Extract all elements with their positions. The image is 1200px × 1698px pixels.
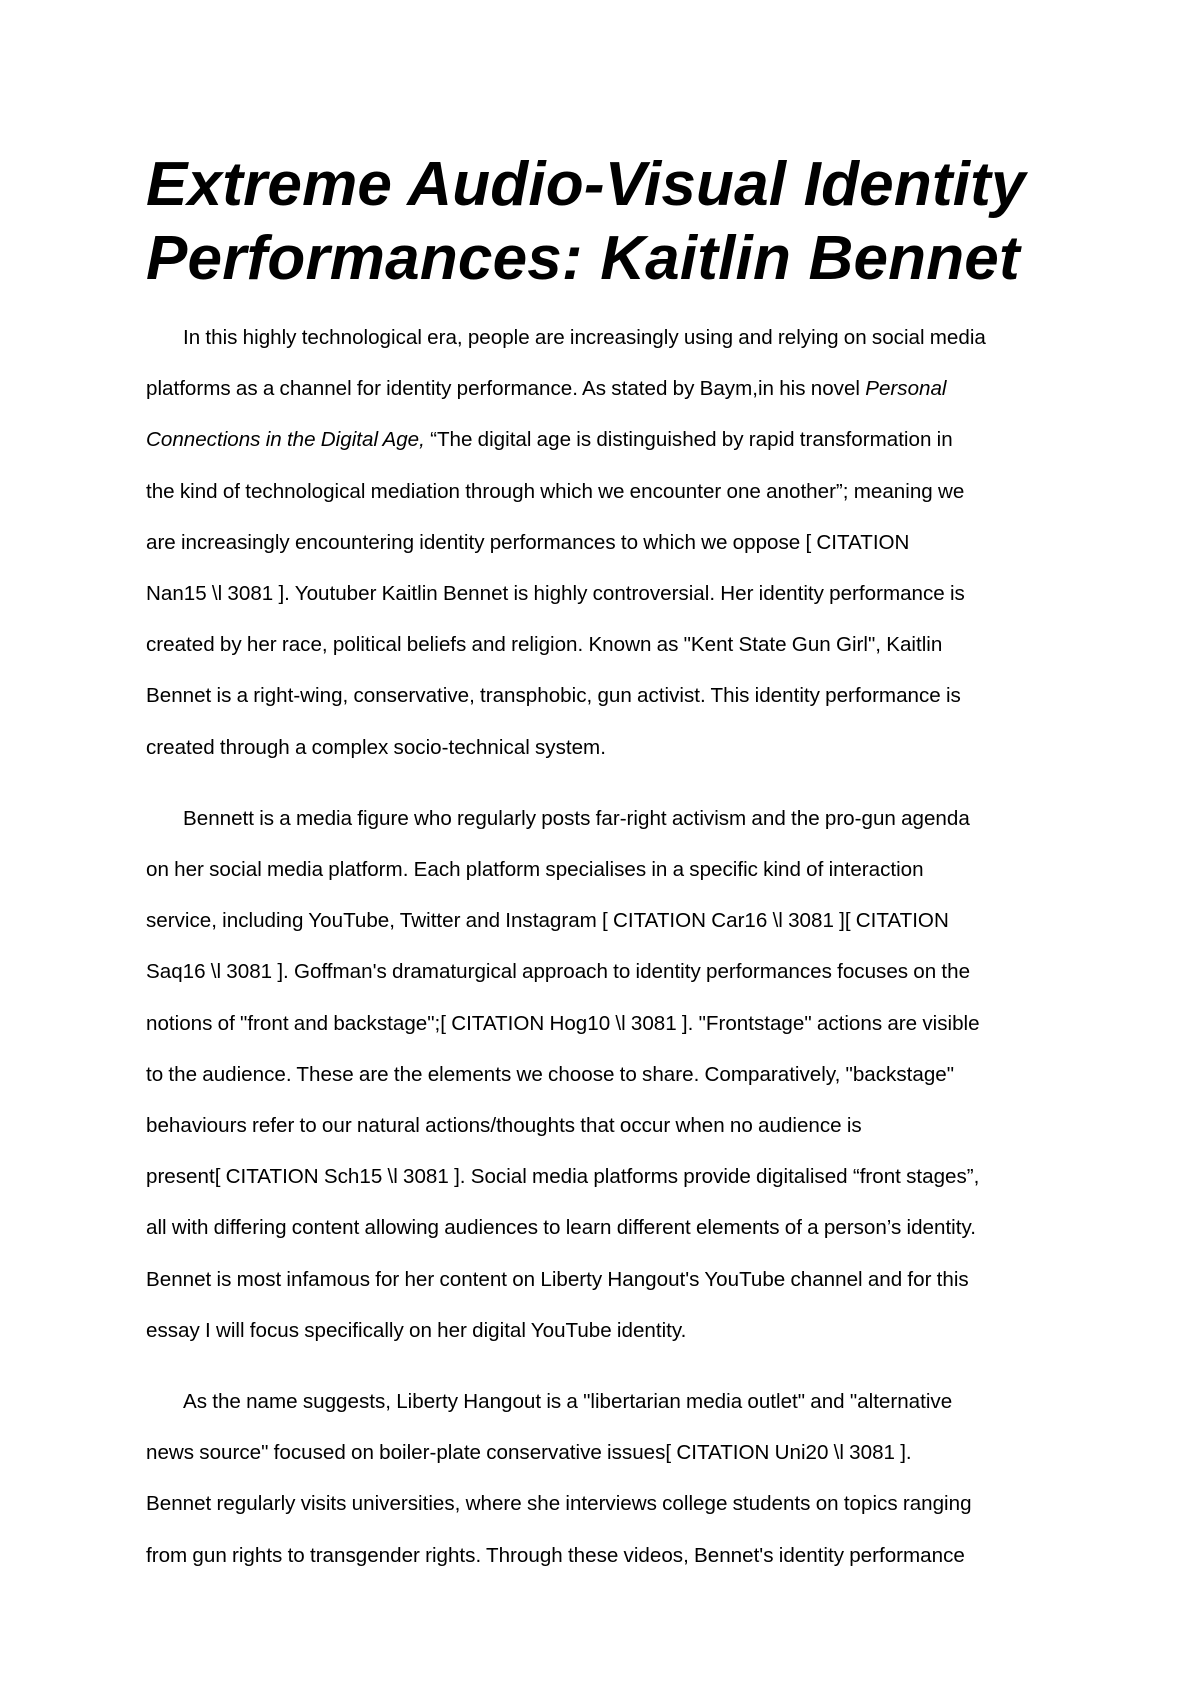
text-line: all with differing content allowing audiences to learn different elements of a person’s identity.	[146, 1216, 976, 1240]
text-line: As the name suggests, Liberty Hangout is a "libertarian media outlet" and "alternative	[183, 1390, 953, 1414]
book-title-italic: Personal	[865, 377, 947, 401]
text-line	[146, 414, 1068, 465]
paragraph	[146, 1376, 1068, 1581]
paragraph	[146, 312, 1068, 773]
text-line: from gun rights to transgender rights. Through these videos, Bennet's identity performance	[146, 1543, 965, 1567]
text-line: essay I will focus specifically on her digital YouTube identity.	[146, 1318, 687, 1342]
text-line: In this highly technological era, people are increasingly using and relying on social media	[183, 326, 986, 349]
document-content	[146, 148, 1068, 1601]
text-line: on her social media platform. Each platform specialises in a specific kind of interaction	[146, 858, 924, 882]
title-line: Extreme Audio-Visual Identity	[146, 150, 1026, 219]
text-line: are increasingly encountering identity performances to which we oppose [ CITATION	[146, 530, 910, 554]
text-run: platforms as a channel for identity performance. As stated by Baym,in his novel	[146, 377, 866, 401]
text-line: created by her race, political beliefs and religion. Known as "Kent State Gun Girl", Kaitlin	[146, 633, 943, 657]
text-line: service, including YouTube, Twitter and Instagram [ CITATION Car16 \l 3081 ][ CITATION	[146, 909, 949, 933]
text-line: notions of "front and backstage";[ CITATION Hog10 \l 3081 ]. "Frontstage" actions are visible	[146, 1011, 980, 1035]
document-body	[146, 312, 1068, 1581]
text-run: “The digital age is distinguished by rapid transformation in	[424, 428, 953, 452]
text-line: news source" focused on boiler-plate conservative issues[ CITATION Uni20 \l 3081 ].	[146, 1441, 912, 1465]
text-line	[146, 363, 1068, 414]
title-line: Performances: Kaitlin Bennet	[146, 224, 1020, 293]
text-line: Bennet is a right-wing, conservative, transphobic, gun activist. This identity performance is	[146, 684, 961, 708]
text-line: behaviours refer to our natural actions/thoughts that occur when no audience is	[146, 1114, 862, 1138]
text-line: Nan15 \l 3081 ]. Youtuber Kaitlin Bennet is highly controversial. Her identity performance is	[146, 582, 965, 606]
text-line: present[ CITATION Sch15 \l 3081 ]. Social media platforms provide digitalised “front stages”,	[146, 1165, 980, 1189]
text-line: the kind of technological mediation through which we encounter one another”; meaning we	[146, 479, 965, 503]
document-title	[146, 148, 1068, 296]
text-line: Bennet is most infamous for her content on Liberty Hangout's YouTube channel and for this	[146, 1267, 969, 1291]
text-line: Saq16 \l 3081 ]. Goffman's dramaturgical approach to identity performances focuses on the	[146, 960, 971, 984]
text-line: Bennett is a media figure who regularly posts far-right activism and the pro-gun agenda	[183, 806, 970, 830]
text-line: created through a complex socio-technical system.	[146, 735, 606, 759]
book-title-italic: Connections in the Digital Age,	[146, 428, 425, 452]
text-line: to the audience. These are the elements we choose to share. Comparatively, "backstage"	[146, 1062, 955, 1086]
paragraph	[146, 793, 1068, 1356]
text-line: Bennet regularly visits universities, where she interviews college students on topics ranging	[146, 1492, 972, 1516]
